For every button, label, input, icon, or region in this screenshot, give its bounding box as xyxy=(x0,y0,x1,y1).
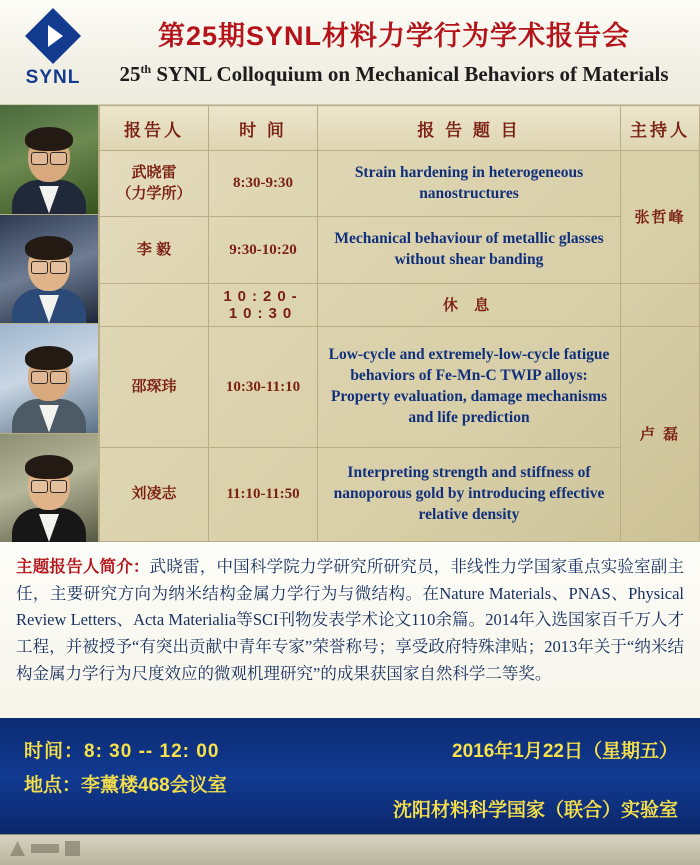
row-chair-1: 张哲峰 xyxy=(621,151,700,284)
speaker-photo-4 xyxy=(0,434,98,543)
row-time-1: 8:30-9:30 xyxy=(209,151,318,217)
table-row xyxy=(100,448,700,542)
row-speaker-2 xyxy=(100,217,209,283)
speaker-affiliation: （力学所） xyxy=(116,184,192,202)
row-speaker-4 xyxy=(100,448,209,542)
portrait-icon xyxy=(12,460,86,542)
bio-text: 武晓雷，中国科学院力学研究所研究员，非线性力学国家重点实验室副主任，主要研究方向为纳米结构金属力学行为与微结构。在Nature Materials、PNAS、Physical Review Letters、Acta Materialia等SCI刊物发表学术论文110余篇。2014年入选国家百千万人才工程，并被授予“有突出贡献中青年专家”荣誉称号；享受政府特殊津贴；2013年关于“纳米结构金属力学行为尺度效应的微观机理研究”的成果获国家自然科学二等奖。 xyxy=(16,557,685,683)
event-date: 2016年1月22日（星期五） xyxy=(452,741,678,762)
event-info-section xyxy=(0,718,700,836)
portrait-icon xyxy=(12,241,86,323)
event-time: 时间：8: 30 -- 12: 00 xyxy=(24,741,220,762)
row-topic-1: Strain hardening in heterogeneous nanostructures xyxy=(318,151,621,217)
speaker-bio-section xyxy=(0,542,700,718)
event-organizer: 沈阳材料科学国家（联合）实验室 xyxy=(392,800,678,821)
table-row xyxy=(100,217,700,283)
title-chinese: 第25期SYNL材料力学行为学术报告会 xyxy=(157,21,631,51)
bar-icon xyxy=(31,844,59,853)
table-row xyxy=(100,151,700,217)
speaker-photo-1 xyxy=(0,105,98,215)
event-place: 地点：李薰楼468会议室 xyxy=(24,775,227,796)
schedule-table xyxy=(99,105,700,542)
break-label: 休 息 xyxy=(318,283,621,326)
row-speaker-1 xyxy=(100,151,209,217)
break-time: 10:20-10:30 xyxy=(209,283,318,326)
speaker-name: 刘凌志 xyxy=(131,485,177,503)
table-row xyxy=(100,326,700,447)
synl-logo xyxy=(12,6,94,98)
portrait-icon xyxy=(12,132,86,214)
break-chair-cell xyxy=(621,283,700,326)
logo-label: SYNL xyxy=(25,67,81,88)
speaker-photo-column xyxy=(0,105,99,542)
row-speaker-3 xyxy=(100,326,209,447)
column-header-speaker: 报告人 xyxy=(100,106,209,151)
column-header-topic: 报 告 题 目 xyxy=(318,106,621,151)
row-topic-3: Low-cycle and extremely-low-cycle fatigue behaviors of Fe-Mn-C TWIP alloys: Property evaluation, damage mechanisms and life prediction xyxy=(318,326,621,447)
strip-marks xyxy=(10,841,80,856)
row-topic-4: Interpreting strength and stiffness of nanoporous gold by introducing effective relative density xyxy=(318,448,621,542)
speaker-name: 邵琛玮 xyxy=(131,377,177,395)
square-icon xyxy=(65,841,80,856)
triangle-icon xyxy=(10,841,25,856)
speaker-photo-3 xyxy=(0,324,98,434)
row-chair-2: 卢 磊 xyxy=(621,326,700,541)
title-english-ordinal: th xyxy=(140,62,152,76)
diamond-icon xyxy=(25,8,81,64)
column-header-chair: 主持人 xyxy=(621,106,700,151)
bottom-strip xyxy=(0,834,700,865)
row-topic-2: Mechanical behaviour of metallic glasses without shear banding xyxy=(318,217,621,283)
column-header-time: 时 间 xyxy=(209,106,318,151)
title-english-prefix: 25 xyxy=(119,62,141,86)
break-empty-cell xyxy=(100,283,209,326)
speaker-name: 武晓雷 xyxy=(131,164,177,182)
row-time-2: 9:30-10:20 xyxy=(209,217,318,283)
table-header-row xyxy=(100,106,700,151)
title-english-suffix: SYNL Colloquium on Mechanical Behaviors of Materials xyxy=(151,62,669,86)
row-time-3: 10:30-11:10 xyxy=(209,326,318,447)
poster-header xyxy=(0,0,700,105)
speaker-photo-2 xyxy=(0,215,98,325)
bio-lead-label: 主题报告人简介： xyxy=(16,558,150,576)
portrait-icon xyxy=(12,351,86,433)
speaker-name: 李 毅 xyxy=(136,241,172,259)
schedule-section xyxy=(0,105,700,542)
table-row-break xyxy=(100,283,700,326)
row-time-4: 11:10-11:50 xyxy=(209,448,318,542)
title-english xyxy=(96,62,692,87)
